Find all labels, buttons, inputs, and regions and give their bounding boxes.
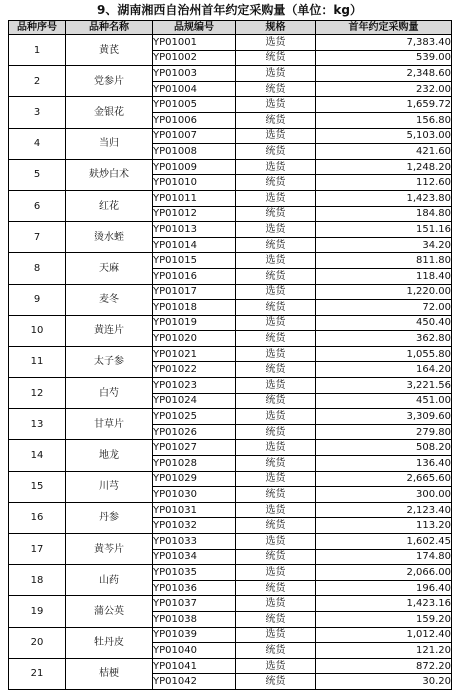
spec-code-cell: YP01032 — [153, 518, 236, 534]
grade-cell: 统货 — [236, 580, 316, 596]
variety-seq-cell: 21 — [9, 658, 66, 689]
quantity-cell: 1,220.00 — [316, 284, 452, 300]
grade-cell: 统货 — [236, 487, 316, 503]
variety-name-cell: 太子参 — [66, 346, 153, 377]
grade-cell: 统货 — [236, 456, 316, 472]
grade-cell: 选货 — [236, 315, 316, 331]
grade-cell: 统货 — [236, 331, 316, 347]
variety-seq-cell: 6 — [9, 190, 66, 221]
table-row — [9, 315, 452, 331]
variety-name-cell: 黄芩片 — [66, 534, 153, 565]
quantity-cell: 450.40 — [316, 315, 452, 331]
table-body — [9, 35, 452, 690]
spec-code-cell: YP01011 — [153, 190, 236, 206]
spec-code-cell: YP01022 — [153, 362, 236, 378]
quantity-cell: 184.80 — [316, 206, 452, 222]
table-row — [9, 471, 452, 487]
spec-code-cell: YP01036 — [153, 580, 236, 596]
table-row — [9, 378, 452, 394]
grade-cell: 选货 — [236, 190, 316, 206]
spec-code-cell: YP01031 — [153, 502, 236, 518]
table-row — [9, 658, 452, 674]
grade-cell: 统货 — [236, 268, 316, 284]
quantity-cell: 421.60 — [316, 144, 452, 160]
quantity-cell: 113.20 — [316, 518, 452, 534]
spec-code-cell: YP01034 — [153, 549, 236, 565]
variety-seq-cell: 13 — [9, 409, 66, 440]
quantity-cell: 156.80 — [316, 112, 452, 128]
grade-cell: 统货 — [236, 237, 316, 253]
grade-cell: 选货 — [236, 378, 316, 394]
grade-cell: 选货 — [236, 658, 316, 674]
grade-cell: 统货 — [236, 300, 316, 316]
spec-code-cell: YP01039 — [153, 627, 236, 643]
quantity-cell: 362.80 — [316, 331, 452, 347]
variety-name-cell: 天麻 — [66, 253, 153, 284]
spec-code-cell: YP01038 — [153, 611, 236, 627]
variety-name-cell: 蒲公英 — [66, 596, 153, 627]
spec-code-cell: YP01037 — [153, 596, 236, 612]
table-row — [9, 66, 452, 82]
spec-code-cell: YP01006 — [153, 112, 236, 128]
column-header-quantity: 首年约定采购量 — [316, 21, 452, 35]
variety-seq-cell: 3 — [9, 97, 66, 128]
grade-cell: 选货 — [236, 502, 316, 518]
quantity-cell: 811.80 — [316, 253, 452, 269]
variety-seq-cell: 14 — [9, 440, 66, 471]
grade-cell: 统货 — [236, 50, 316, 66]
spec-code-cell: YP01023 — [153, 378, 236, 394]
spec-code-cell: YP01033 — [153, 534, 236, 550]
quantity-cell: 30.20 — [316, 674, 452, 690]
grade-cell: 选货 — [236, 97, 316, 113]
quantity-cell: 279.80 — [316, 424, 452, 440]
grade-cell: 统货 — [236, 611, 316, 627]
quantity-cell: 112.60 — [316, 175, 452, 191]
table-row — [9, 409, 452, 425]
variety-name-cell: 麸炒白术 — [66, 159, 153, 190]
variety-seq-cell: 11 — [9, 346, 66, 377]
grade-cell: 选货 — [236, 627, 316, 643]
spec-code-cell: YP01040 — [153, 643, 236, 659]
table-row — [9, 159, 452, 175]
column-header-seq: 品种序号 — [9, 21, 66, 35]
quantity-cell: 2,066.00 — [316, 565, 452, 581]
spec-code-cell: YP01002 — [153, 50, 236, 66]
spec-code-cell: YP01019 — [153, 315, 236, 331]
spec-code-cell: YP01026 — [153, 424, 236, 440]
variety-seq-cell: 12 — [9, 378, 66, 409]
grade-cell: 统货 — [236, 674, 316, 690]
table-row — [9, 440, 452, 456]
quantity-cell: 118.40 — [316, 268, 452, 284]
variety-seq-cell: 19 — [9, 596, 66, 627]
variety-seq-cell: 20 — [9, 627, 66, 658]
variety-seq-cell: 16 — [9, 502, 66, 533]
table-row — [9, 190, 452, 206]
spec-code-cell: YP01012 — [153, 206, 236, 222]
quantity-cell: 508.20 — [316, 440, 452, 456]
grade-cell: 选货 — [236, 534, 316, 550]
table-row — [9, 502, 452, 518]
quantity-cell: 1,248.20 — [316, 159, 452, 175]
variety-seq-cell: 2 — [9, 66, 66, 97]
grade-cell: 选货 — [236, 409, 316, 425]
quantity-cell: 5,103.00 — [316, 128, 452, 144]
quantity-cell: 7,383.40 — [316, 35, 452, 51]
variety-name-cell: 山药 — [66, 565, 153, 596]
grade-cell: 选货 — [236, 284, 316, 300]
grade-cell: 统货 — [236, 206, 316, 222]
table-row — [9, 222, 452, 238]
spec-code-cell: YP01027 — [153, 440, 236, 456]
quantity-cell: 3,221.56 — [316, 378, 452, 394]
spec-code-cell: YP01005 — [153, 97, 236, 113]
variety-seq-cell: 8 — [9, 253, 66, 284]
variety-seq-cell: 5 — [9, 159, 66, 190]
quantity-cell: 1,659.72 — [316, 97, 452, 113]
spec-code-cell: YP01024 — [153, 393, 236, 409]
spec-code-cell: YP01003 — [153, 66, 236, 82]
column-header-code: 品规编号 — [153, 21, 236, 35]
grade-cell: 选货 — [236, 440, 316, 456]
variety-name-cell: 甘草片 — [66, 409, 153, 440]
grade-cell: 选货 — [236, 596, 316, 612]
spec-code-cell: YP01013 — [153, 222, 236, 238]
grade-cell: 选货 — [236, 159, 316, 175]
variety-name-cell: 地龙 — [66, 440, 153, 471]
spec-code-cell: YP01001 — [153, 35, 236, 51]
quantity-cell: 1,602.45 — [316, 534, 452, 550]
quantity-cell: 539.00 — [316, 50, 452, 66]
grade-cell: 选货 — [236, 346, 316, 362]
spec-code-cell: YP01028 — [153, 456, 236, 472]
spec-code-cell: YP01015 — [153, 253, 236, 269]
variety-name-cell: 牡丹皮 — [66, 627, 153, 658]
table-row — [9, 565, 452, 581]
grade-cell: 统货 — [236, 549, 316, 565]
variety-name-cell: 烫水蛭 — [66, 222, 153, 253]
grade-cell: 选货 — [236, 66, 316, 82]
quantity-cell: 1,055.80 — [316, 346, 452, 362]
grade-cell: 选货 — [236, 128, 316, 144]
variety-name-cell: 桔梗 — [66, 658, 153, 689]
column-header-spec: 规格 — [236, 21, 316, 35]
spec-code-cell: YP01041 — [153, 658, 236, 674]
spec-code-cell: YP01042 — [153, 674, 236, 690]
variety-name-cell: 川芎 — [66, 471, 153, 502]
table-row — [9, 253, 452, 269]
quantity-cell: 3,309.60 — [316, 409, 452, 425]
grade-cell: 统货 — [236, 112, 316, 128]
grade-cell: 统货 — [236, 144, 316, 160]
quantity-cell: 872.20 — [316, 658, 452, 674]
quantity-cell: 151.16 — [316, 222, 452, 238]
grade-cell: 统货 — [236, 362, 316, 378]
quantity-cell: 121.20 — [316, 643, 452, 659]
grade-cell: 统货 — [236, 643, 316, 659]
quantity-cell: 72.00 — [316, 300, 452, 316]
spec-code-cell: YP01004 — [153, 81, 236, 97]
grade-cell: 选货 — [236, 222, 316, 238]
spec-code-cell: YP01025 — [153, 409, 236, 425]
spec-code-cell: YP01014 — [153, 237, 236, 253]
table-row — [9, 346, 452, 362]
quantity-cell: 232.00 — [316, 81, 452, 97]
quantity-cell: 34.20 — [316, 237, 452, 253]
spec-code-cell: YP01030 — [153, 487, 236, 503]
variety-seq-cell: 7 — [9, 222, 66, 253]
quantity-cell: 174.80 — [316, 549, 452, 565]
table-header-row — [9, 21, 452, 35]
grade-cell: 选货 — [236, 471, 316, 487]
table-row — [9, 35, 452, 51]
quantity-cell: 300.00 — [316, 487, 452, 503]
table-row — [9, 97, 452, 113]
procurement-table — [8, 20, 452, 690]
document-title: 9、湖南湘西自治州首年约定采购量（单位：kg） — [97, 3, 362, 17]
variety-seq-cell: 9 — [9, 284, 66, 315]
grade-cell: 选货 — [236, 253, 316, 269]
variety-seq-cell: 18 — [9, 565, 66, 596]
spec-code-cell: YP01007 — [153, 128, 236, 144]
variety-name-cell: 金银花 — [66, 97, 153, 128]
variety-name-cell: 当归 — [66, 128, 153, 159]
table-row — [9, 627, 452, 643]
spec-code-cell: YP01018 — [153, 300, 236, 316]
spec-code-cell: YP01010 — [153, 175, 236, 191]
table-row — [9, 128, 452, 144]
table-row — [9, 534, 452, 550]
variety-seq-cell: 17 — [9, 534, 66, 565]
quantity-cell: 1,012.40 — [316, 627, 452, 643]
quantity-cell: 2,123.40 — [316, 502, 452, 518]
quantity-cell: 196.40 — [316, 580, 452, 596]
spec-code-cell: YP01017 — [153, 284, 236, 300]
grade-cell: 统货 — [236, 175, 316, 191]
grade-cell: 统货 — [236, 518, 316, 534]
variety-seq-cell: 10 — [9, 315, 66, 346]
quantity-cell: 159.20 — [316, 611, 452, 627]
spec-code-cell: YP01009 — [153, 159, 236, 175]
spec-code-cell: YP01021 — [153, 346, 236, 362]
column-header-name: 品种名称 — [66, 21, 153, 35]
variety-seq-cell: 1 — [9, 35, 66, 66]
quantity-cell: 136.40 — [316, 456, 452, 472]
table-row — [9, 284, 452, 300]
grade-cell: 选货 — [236, 565, 316, 581]
grade-cell: 统货 — [236, 81, 316, 97]
spec-code-cell: YP01029 — [153, 471, 236, 487]
grade-cell: 统货 — [236, 393, 316, 409]
variety-name-cell: 麦冬 — [66, 284, 153, 315]
grade-cell: 选货 — [236, 35, 316, 51]
variety-name-cell: 黄芪 — [66, 35, 153, 66]
variety-name-cell: 党参片 — [66, 66, 153, 97]
spec-code-cell: YP01035 — [153, 565, 236, 581]
table-row — [9, 596, 452, 612]
quantity-cell: 1,423.80 — [316, 190, 452, 206]
spec-code-cell: YP01020 — [153, 331, 236, 347]
quantity-cell: 164.20 — [316, 362, 452, 378]
quantity-cell: 2,348.60 — [316, 66, 452, 82]
quantity-cell: 451.00 — [316, 393, 452, 409]
variety-name-cell: 丹参 — [66, 502, 153, 533]
spec-code-cell: YP01016 — [153, 268, 236, 284]
variety-name-cell: 黄连片 — [66, 315, 153, 346]
variety-name-cell: 红花 — [66, 190, 153, 221]
variety-seq-cell: 15 — [9, 471, 66, 502]
quantity-cell: 2,665.60 — [316, 471, 452, 487]
quantity-cell: 1,423.16 — [316, 596, 452, 612]
variety-name-cell: 白芍 — [66, 378, 153, 409]
variety-seq-cell: 4 — [9, 128, 66, 159]
spec-code-cell: YP01008 — [153, 144, 236, 160]
grade-cell: 统货 — [236, 424, 316, 440]
